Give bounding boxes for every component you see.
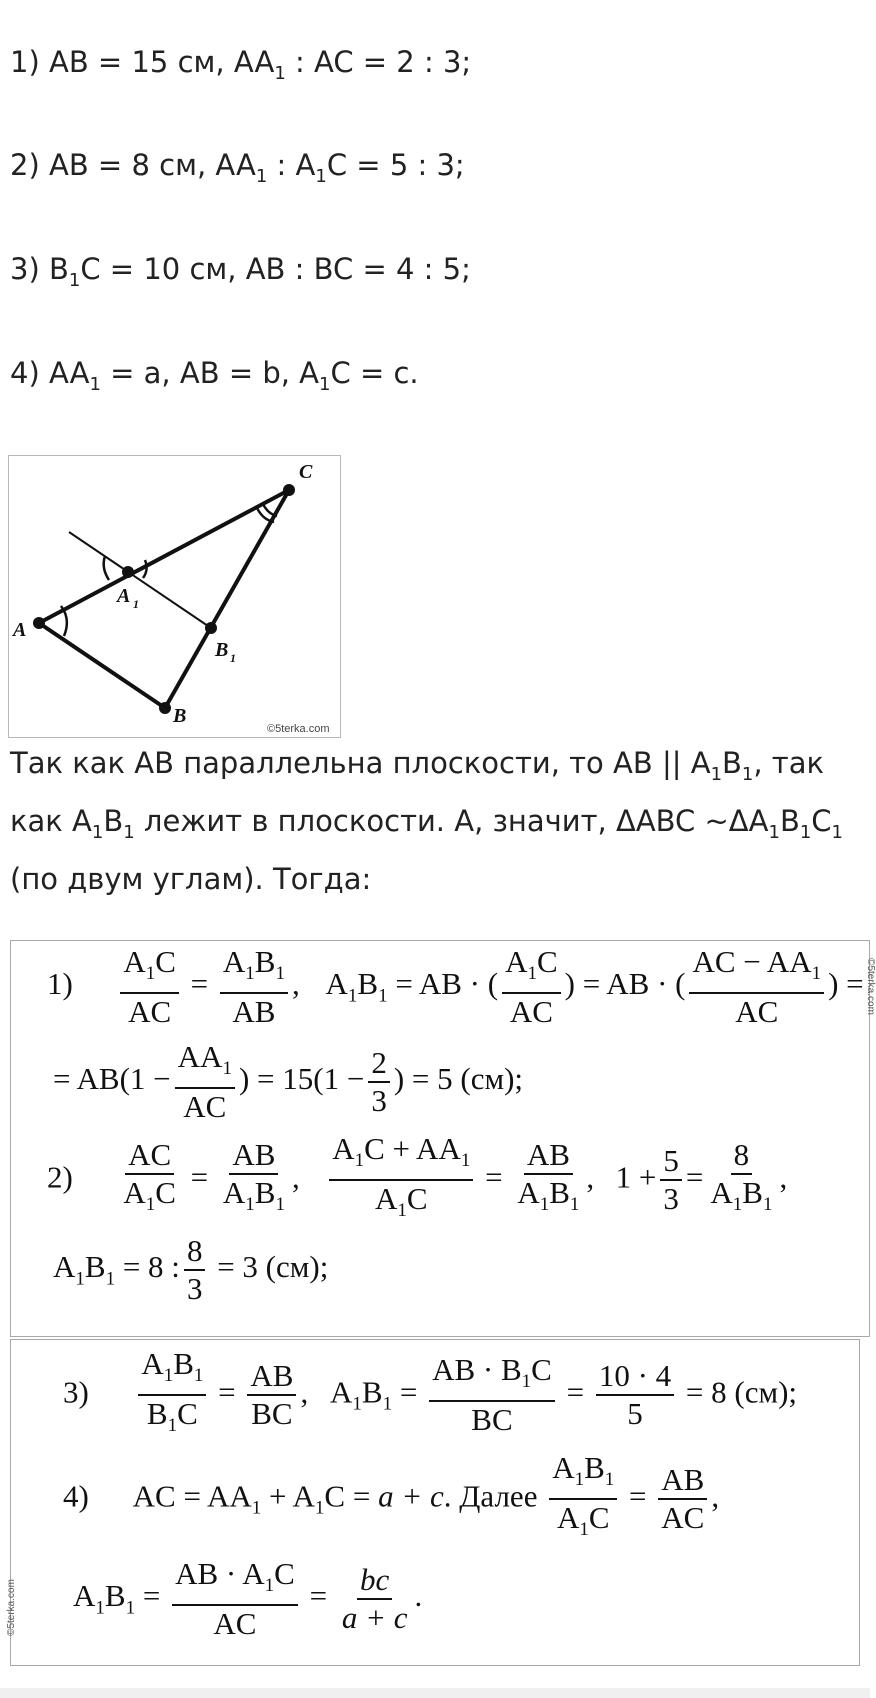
- fraction-ab-a1b1: $\frac{AB}{A_1B_1}$: [222, 1137, 285, 1216]
- fraction-10x4-5: $\frac{10 \cdot 4}{5}$: [596, 1358, 674, 1432]
- condition-4: 4) $AA_1 = a$, AB = b, $A_1C = c$.: [10, 356, 419, 395]
- solution-line-7: $A_1B_1$ = $\frac{AB \cdot A_1C}{AC}$ = $\frac{bc}{a + c}$ .: [73, 1556, 423, 1642]
- point-b: [159, 702, 171, 714]
- side-ab: [39, 623, 165, 708]
- solution-box-2: [5, 1339, 860, 1666]
- label-a1-sub: 1: [133, 597, 139, 611]
- fraction-a1b1-a1c: $\frac{A_1B_1}{A_1C}$: [549, 1450, 617, 1548]
- label-c: C: [299, 461, 313, 483]
- fraction-ac-a1c: $\frac{AC}{A_1C}$: [123, 1137, 176, 1216]
- fraction-bc-a-plus-c: $\frac{bc}{a + c}$: [341, 1562, 408, 1636]
- fraction-ab-ac: $\frac{AB}{AC}$: [658, 1462, 707, 1536]
- label-a: A: [13, 619, 27, 641]
- fraction-a1b1-ab: $\frac{A_1B_1}{AB}$: [220, 944, 288, 1030]
- box2-watermark: ©5terka.com: [5, 1579, 17, 1636]
- label-a1: A: [117, 585, 131, 607]
- condition-2: 2) AB = 8 см, $AA_1$ : $A_1C = 5$ : 3;: [10, 148, 465, 187]
- triangle-figure: [8, 455, 341, 738]
- solution-line-2: = AB(1 − $\frac{AA_1}{AC}$ ) = 15(1 − $\frac{2}{3}$ ) = 5 (см);: [53, 1039, 524, 1125]
- fraction-2-3: $\frac{2}{3}$: [368, 1045, 390, 1119]
- condition-1: 1) AB = 15 см, $AA_1$ : AC = 2 : 3;: [10, 45, 472, 84]
- solution-line-3: 2) $\frac{AC}{A_1C}$ = $\frac{AB}{A_1B_1}$ , $\frac{A_1C + AA_1}{A_1C}$ = $\frac{AB}{A_1B_1}$ , 1 + $\frac{5}{3}$ = $\frac{8}{A_1B_1}$ ,: [47, 1131, 787, 1229]
- fraction-ab-b1c-bc: $\frac{AB \cdot B_1C}{BC}$: [429, 1352, 555, 1438]
- fraction-ab-bc: $\frac{AB}{BC}$: [247, 1358, 296, 1432]
- point-a1: [122, 566, 134, 578]
- fraction-5-3: $\frac{5}{3}$: [660, 1143, 682, 1217]
- point-b1: [205, 622, 217, 634]
- label-b1-sub: 1: [230, 651, 236, 665]
- explanation-paragraph: Так как AB параллельна плоскости, то AB || $A_1B_1$, так как $A_1B_1$ лежит в плоскости. А, значит, ΔABC $\sim\Delta A_1B_1C_1$ (по двум углам). Тогда:: [10, 746, 843, 896]
- fraction-aa1-ac: $\frac{AA_1}{AC}$: [175, 1039, 235, 1125]
- angle-arc-c-inner: [263, 504, 277, 516]
- figure-watermark: ©5terka.com: [267, 723, 330, 735]
- fraction-ab-a1c-ac: $\frac{AB \cdot A_1C}{AC}$: [172, 1556, 298, 1642]
- triangle-diagram: [9, 456, 340, 737]
- fraction-8-3: $\frac{8}{3}$: [184, 1233, 206, 1307]
- solution-line-1: 1) $\frac{A_1C}{AC}$ = $\frac{A_1B_1}{AB}$ , $A_1B_1$ = AB · ( $\frac{A_1C}{AC}$ ) = AB · ( $\frac{AC - AA_1}{AC}$ ) =: [47, 944, 864, 1030]
- bottom-bar: [0, 1688, 870, 1698]
- fraction-a1c-plus-aa1: $\frac{A_1C + AA_1}{A_1C}$: [329, 1131, 473, 1229]
- fraction-8-a1b1: $\frac{8}{A_1B_1}$: [710, 1137, 773, 1216]
- point-a: [33, 617, 45, 629]
- fraction-a1b1-b1c: $\frac{A_1B_1}{B_1C}$: [138, 1346, 206, 1444]
- solution-line-4: $A_1B_1 = 8$ : $\frac{8}{3}$ = 3 (см);: [53, 1233, 329, 1306]
- label-b: B: [173, 705, 187, 727]
- line-a1b1: [69, 532, 211, 628]
- fraction-a1c-ac: $\frac{A_1C}{AC}$: [120, 944, 179, 1030]
- solution-line-5: 3) $\frac{A_1B_1}{B_1C}$ = $\frac{AB}{BC}$ , $A_1B_1$ = $\frac{AB \cdot B_1C}{BC}$ = $\frac{10 \cdot 4}{5}$ = 8 (см);: [63, 1346, 797, 1444]
- box1-watermark: ©5terka.com: [865, 958, 876, 1015]
- fraction-ab-a1b1-2: $\frac{AB}{A_1B_1}$: [517, 1137, 580, 1216]
- solution-line-6: 4) AC = $AA_1 + A_1C = a + c$. Далее $\frac{A_1B_1}{A_1C}$ = $\frac{AB}{AC}$ ,: [63, 1450, 719, 1548]
- fraction-a1c-ac-2: $\frac{A_1C}{AC}$: [502, 944, 561, 1030]
- condition-3: 3) $B_1C = 10$ см, AB : BC = 4 : 5;: [10, 252, 471, 291]
- point-c: [283, 484, 295, 496]
- solution-box-1: [10, 940, 876, 1337]
- fraction-ac-minus-aa1: $\frac{AC - AA_1}{AC}$: [689, 944, 824, 1030]
- label-b1: B: [215, 639, 229, 661]
